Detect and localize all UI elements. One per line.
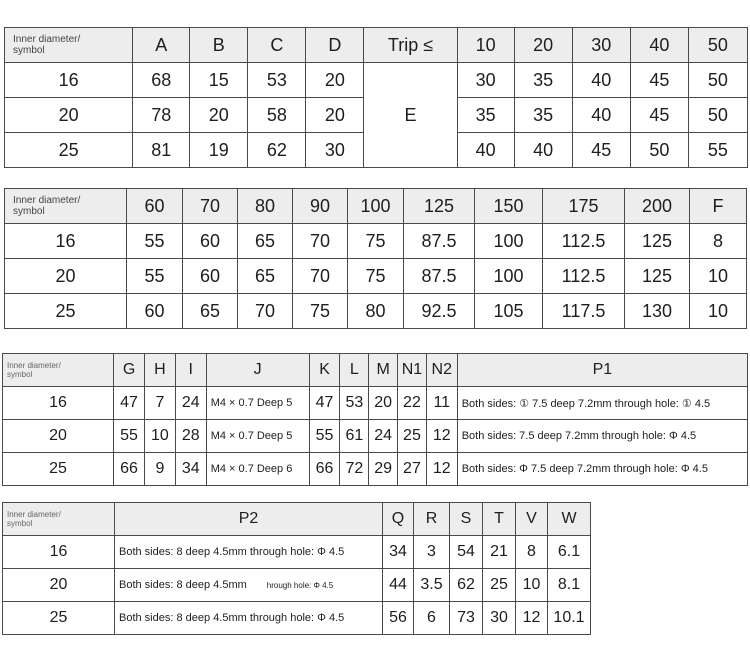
table-cell: 55 [114, 420, 145, 453]
table-cell: 73 [450, 602, 483, 635]
table-cell: 24 [175, 387, 206, 420]
thread-spec-cell: M4 × 0.7 Deep 6 [206, 453, 309, 486]
table-cell: 45 [630, 63, 688, 98]
table-cell: 125 [625, 224, 690, 259]
table-cell: 117.5 [543, 294, 625, 329]
column-header: W [548, 503, 591, 536]
table-cell: 130 [625, 294, 690, 329]
table-cell: 9 [144, 453, 175, 486]
table-cell: 70 [293, 259, 348, 294]
table-cell: 12 [516, 602, 548, 635]
column-header: I [175, 354, 206, 387]
column-header: 175 [543, 189, 625, 224]
table-cell: 30 [457, 63, 514, 98]
column-header: S [450, 503, 483, 536]
table-cell: 15 [190, 63, 248, 98]
column-header: V [516, 503, 548, 536]
table-cell: 60 [183, 224, 238, 259]
column-header: B [190, 28, 248, 63]
table-cell: 55 [309, 420, 340, 453]
table-cell: 62 [248, 133, 306, 168]
table-cell: 11 [426, 387, 457, 420]
table-cell: 21 [483, 536, 516, 569]
column-header: F [690, 189, 747, 224]
table-cell: 75 [348, 224, 404, 259]
column-header: 150 [475, 189, 543, 224]
column-header: N2 [426, 354, 457, 387]
table-cell: 19 [190, 133, 248, 168]
diameter-cell: 25 [3, 602, 115, 635]
hole-spec-cell: Both sides: 8 deep 4.5mm through hole: Φ 4.5 [115, 536, 383, 569]
table-cell: 25 [483, 569, 516, 602]
table-cell: 34 [383, 536, 414, 569]
table-cell: 10 [690, 294, 747, 329]
table-cell: 65 [238, 259, 293, 294]
table-cell: 112.5 [543, 259, 625, 294]
column-header: 70 [183, 189, 238, 224]
table-dimensions-a-e [4, 27, 748, 168]
table-stroke-values [4, 188, 747, 329]
e-label-cell: E [364, 63, 457, 168]
column-header: 200 [625, 189, 690, 224]
column-header: K [309, 354, 340, 387]
column-header: 10 [457, 28, 514, 63]
hole-spec-text: Both sides: 8 deep 4.5mm [119, 579, 247, 591]
table-cell: 125 [625, 259, 690, 294]
trip-header: Trip ≤ [364, 28, 457, 63]
table-cell: 20 [306, 63, 364, 98]
hole-spec-cell: Both sides: ① 7.5 deep 7.2mm through hole: ① 4.5 [457, 387, 747, 420]
table-cell: 8.1 [548, 569, 591, 602]
table-cell: 6.1 [548, 536, 591, 569]
table-cell: 60 [183, 259, 238, 294]
column-header: P2 [115, 503, 383, 536]
table-cell: 30 [306, 133, 364, 168]
table-cell: 25 [398, 420, 427, 453]
column-header: R [414, 503, 450, 536]
diameter-cell: 16 [5, 63, 133, 98]
table-cell: 12 [426, 453, 457, 486]
table-cell: 30 [483, 602, 516, 635]
table-cell: 20 [306, 98, 364, 133]
table-cell: 87.5 [404, 259, 475, 294]
column-header: 100 [348, 189, 404, 224]
table-cell: 70 [238, 294, 293, 329]
table-cell: 56 [383, 602, 414, 635]
table-header-row [3, 503, 591, 536]
symbol-header: Inner diameter/ symbol [5, 189, 127, 224]
table-row [5, 224, 747, 259]
diameter-cell: 25 [5, 294, 127, 329]
column-header: 30 [572, 28, 630, 63]
table-cell: 70 [293, 224, 348, 259]
diameter-cell: 16 [3, 387, 114, 420]
table-cell: 75 [293, 294, 348, 329]
table-cell: 55 [688, 133, 747, 168]
column-header: P1 [457, 354, 747, 387]
table-cell: 53 [340, 387, 369, 420]
table-row [5, 259, 747, 294]
table-row [3, 602, 591, 635]
diameter-cell: 20 [5, 259, 127, 294]
table-cell: 10 [144, 420, 175, 453]
symbol-header: Inner diameter/ symbol [5, 28, 133, 63]
hole-spec-cell [115, 569, 383, 602]
column-header: H [144, 354, 175, 387]
table-cell: 54 [450, 536, 483, 569]
symbol-header: Inner diameter/ symbol [3, 503, 115, 536]
table-cell: 20 [190, 98, 248, 133]
diameter-cell: 20 [3, 569, 115, 602]
table-cell: 6 [414, 602, 450, 635]
table-cell: 10.1 [548, 602, 591, 635]
table-cell: 112.5 [543, 224, 625, 259]
table-cell: 50 [630, 133, 688, 168]
diameter-cell: 16 [5, 224, 127, 259]
column-header: T [483, 503, 516, 536]
diameter-cell: 16 [3, 536, 115, 569]
table-cell: 3.5 [414, 569, 450, 602]
table-cell: 34 [175, 453, 206, 486]
table-cell: 75 [348, 259, 404, 294]
table-cell: 40 [457, 133, 514, 168]
table-row [3, 453, 748, 486]
column-header: N1 [398, 354, 427, 387]
table-cell: 24 [369, 420, 398, 453]
table-cell: 87.5 [404, 224, 475, 259]
table-cell: 27 [398, 453, 427, 486]
table-cell: 61 [340, 420, 369, 453]
table-header-row [3, 354, 748, 387]
table-cell: 7 [144, 387, 175, 420]
table-mounting-dimensions [2, 353, 748, 486]
table-cell: 53 [248, 63, 306, 98]
table-cell: 12 [426, 420, 457, 453]
table-row [3, 420, 748, 453]
table-cell: 60 [127, 294, 183, 329]
diameter-cell: 20 [3, 420, 114, 453]
hole-spec-cell: Both sides: 8 deep 4.5mm through hole: Φ 4.5 [115, 602, 383, 635]
hole-spec-cell: Both sides: 7.5 deep 7.2mm through hole: Φ 4.5 [457, 420, 747, 453]
thread-spec-cell: M4 × 0.7 Deep 5 [206, 387, 309, 420]
table-cell: 35 [457, 98, 514, 133]
column-header: D [306, 28, 364, 63]
table-cell: 35 [514, 98, 572, 133]
table-cell: 20 [369, 387, 398, 420]
column-header: 50 [688, 28, 747, 63]
table-cell: 66 [309, 453, 340, 486]
hole-spec-extra: hrough hole: Φ 4.5 [266, 581, 334, 590]
column-header: C [248, 28, 306, 63]
table-cell: 105 [475, 294, 543, 329]
table-header-row [5, 28, 748, 63]
table-cell: 68 [133, 63, 190, 98]
column-header: L [340, 354, 369, 387]
table-cell: 58 [248, 98, 306, 133]
table-cell: 78 [133, 98, 190, 133]
table-cell: 45 [630, 98, 688, 133]
table-cell: 35 [514, 63, 572, 98]
table-cell: 50 [688, 98, 747, 133]
column-header: 40 [630, 28, 688, 63]
table-cell: 72 [340, 453, 369, 486]
table-cell: 55 [127, 224, 183, 259]
thread-spec-cell: M4 × 0.7 Deep 5 [206, 420, 309, 453]
table-cell: 8 [690, 224, 747, 259]
column-header: 20 [514, 28, 572, 63]
table-p2-dimensions [2, 502, 591, 635]
diameter-cell: 25 [3, 453, 114, 486]
column-header: A [133, 28, 190, 63]
table-cell: 47 [309, 387, 340, 420]
table-cell: 40 [572, 98, 630, 133]
table-cell: 40 [514, 133, 572, 168]
table-cell: 81 [133, 133, 190, 168]
table-cell: 80 [348, 294, 404, 329]
column-header: G [114, 354, 145, 387]
table-cell: 55 [127, 259, 183, 294]
table-cell: 65 [183, 294, 238, 329]
table-cell: 50 [688, 63, 747, 98]
table-row [3, 387, 748, 420]
table-row [5, 63, 748, 98]
table-cell: 10 [690, 259, 747, 294]
symbol-header: Inner diameter/ symbol [3, 354, 114, 387]
table-cell: 40 [572, 63, 630, 98]
column-header: M [369, 354, 398, 387]
column-header: 60 [127, 189, 183, 224]
table-cell: 92.5 [404, 294, 475, 329]
column-header: 90 [293, 189, 348, 224]
table-cell: 29 [369, 453, 398, 486]
table-cell: 100 [475, 259, 543, 294]
table-cell: 66 [114, 453, 145, 486]
table-cell: 28 [175, 420, 206, 453]
table-row [5, 294, 747, 329]
table-cell: 45 [572, 133, 630, 168]
table-cell: 62 [450, 569, 483, 602]
table-cell: 44 [383, 569, 414, 602]
column-header: 80 [238, 189, 293, 224]
table-row [3, 569, 591, 602]
table-cell: 10 [516, 569, 548, 602]
table-cell: 8 [516, 536, 548, 569]
hole-spec-cell: Both sides: Φ 7.5 deep 7.2mm through hole: Φ 4.5 [457, 453, 747, 486]
table-cell: 47 [114, 387, 145, 420]
table-row [3, 536, 591, 569]
table-cell: 22 [398, 387, 427, 420]
table-cell: 100 [475, 224, 543, 259]
table-cell: 65 [238, 224, 293, 259]
diameter-cell: 20 [5, 98, 133, 133]
column-header: 125 [404, 189, 475, 224]
column-header: J [206, 354, 309, 387]
table-header-row [5, 189, 747, 224]
table-cell: 3 [414, 536, 450, 569]
diameter-cell: 25 [5, 133, 133, 168]
column-header: Q [383, 503, 414, 536]
